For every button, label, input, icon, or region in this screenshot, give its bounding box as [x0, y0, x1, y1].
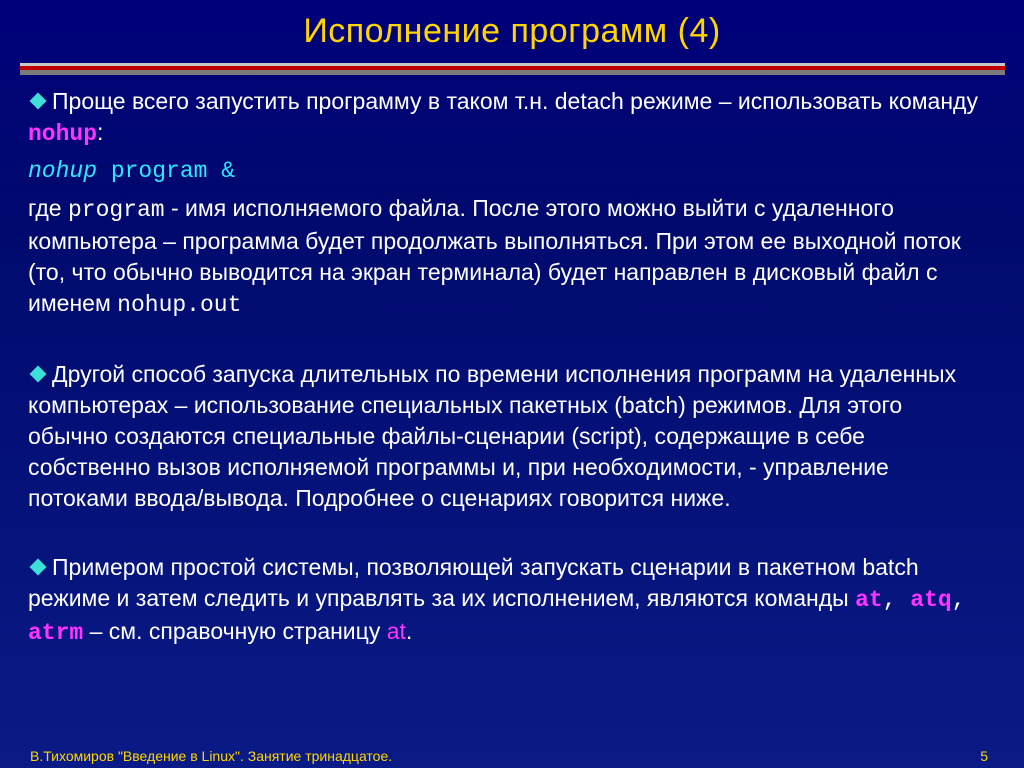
- slide-body: [28, 86, 988, 649]
- paragraph-text: Проще всего запустить программу в таком т.н. detach режиме – использовать команду: [52, 88, 978, 114]
- punctuation: .: [405, 618, 413, 644]
- paragraph-text: - имя исполняемого файла. После этого можно выйти с удаленного компьютера – программа будет продолжать выполняться. При этом ее выходной поток (то, что обычно выводится на экран терминала) будет направлен в дисковый файл с именем: [28, 195, 961, 316]
- diamond-bullet-icon: [30, 366, 47, 383]
- paragraph-text-mid: – см. справочную страницу: [83, 618, 387, 644]
- paragraph-lead: где: [28, 195, 68, 221]
- man-page-at: at: [386, 618, 406, 644]
- punctuation: :: [97, 119, 104, 145]
- separator: ,: [882, 587, 911, 613]
- code-command: nohup: [28, 158, 98, 184]
- paragraph-program-description: [28, 193, 988, 321]
- code-example: [28, 156, 988, 187]
- diamond-bullet-icon: [30, 93, 47, 110]
- slide-title: Исполнение программ (4): [303, 12, 721, 50]
- program-placeholder: program: [67, 197, 165, 223]
- paragraph-text: Примером простой системы, позволяющей запускать сценарии в пакетном batch режиме и затем следить и управлять за их исполнением, являются команды: [28, 554, 919, 611]
- output-filename: nohup.out: [117, 292, 242, 318]
- spacer: [28, 321, 988, 359]
- command-nohup: nohup: [28, 121, 98, 147]
- diamond-bullet-icon: [30, 559, 47, 576]
- paragraph-text: Другой способ запуска длительных по времени исполнения программ на удаленных компьютерах – использование специальных пакетных (batch) режимов. Для этого обычно создаются специальные файлы-сценарии (script), содержащие в себе собственно вызов исполняемой программы и, при необходимости, - управление потоками ввода/вывода. Подробнее о сценариях говорится ниже.: [28, 361, 957, 511]
- paragraph-batch-mode: [28, 359, 988, 514]
- spacer: [28, 514, 988, 552]
- separator: ,: [951, 587, 966, 613]
- command-atq: atq: [910, 587, 952, 613]
- footer-caption: В.Тихомиров "Введение в Linux". Занятие тринадцатое.: [30, 748, 393, 764]
- command-at: at: [855, 587, 883, 613]
- paragraph-nohup-intro: [28, 86, 988, 150]
- title-divider-shadow: [20, 70, 1005, 75]
- code-arguments: program &: [97, 158, 236, 184]
- paragraph-at-commands: [28, 552, 988, 649]
- slide-number: 5: [980, 748, 988, 764]
- command-atrm: atrm: [28, 620, 84, 646]
